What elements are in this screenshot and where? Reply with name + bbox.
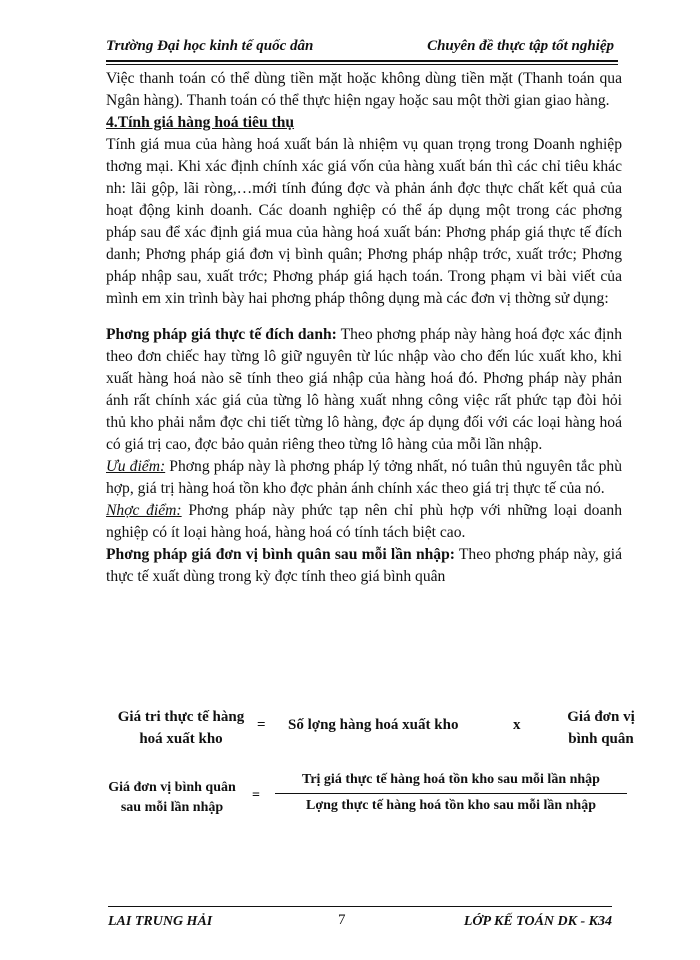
disadvantage-label: Nhợc điểm: [106,502,182,519]
formula1-left-line1: Giá tri thực tế hàng [117,709,245,725]
formula2-numerator: Trị giá thực tế hàng hoá tồn kho sau mỗi lần nhập [302,772,600,787]
page-header [106,38,614,58]
paragraph-advantage [106,456,622,500]
method-title: Phơng pháp giá thực tế đích danh: [106,326,337,343]
advantage-label: Ưu điểm: [106,458,166,475]
footer-author: LAI TRUNG HẢI [108,914,213,929]
paragraph-intro: Tính giá mua của hàng hoá xuất bán là nhiệm vụ quan trọng trong Doanh nghiệp thơng mại. Khi xác định chính xác giá vốn của hàng xuất bán thì các chỉ tiêu khác nh: lãi gộp, lãi ròng,…mới tính đúng đợc và phản ánh đợc thực chất kết quả của hoạt động kinh doanh. Các doanh nghiệp có thể áp dụng một trong các phơng pháp sau để xác định giá mua của hàng hoá xuất bán: Phơng pháp giá thực tế đích danh; Phơng pháp giá đơn vị bình quân; Phơng pháp nhập trớc, xuất trớc; Phơng pháp nhập sau, xuất trớc; Phơng pháp giá hạch toán. Trong phạm vi bài viết của mình em xin trình bày hai phơng pháp thông dụng mà các đơn vị thờng sử dụng: [106,136,622,307]
formula1-right [554,706,648,750]
fraction-bar [275,793,627,794]
formula1-times: x [513,717,521,733]
formula-average-price [92,772,642,822]
paragraph-specific-id [106,324,622,456]
header-title: Chuyên đề thực tập tốt nghiệp [427,38,614,54]
formula1-right-line1: Giá đơn vị [567,709,635,725]
method-description: Theo phơng pháp này hàng hoá đợc xác định theo đơn chiếc hay từng lô giữ nguyên từ lúc nhập vào cho đến lúc xuất kho, khi xuất hàng hoá nào sẽ tính theo giá nhập của hàng hoá đó. Phơng pháp này phản ánh rất chính xác giá của từng lô hàng xuất nhng công việc rất phức tạp đòi hỏi thủ kho phải nắm đợc chi tiết từng lô hàng, đợc áp dụng đối với các loại hàng hoá có giá trị cao, đợc bảo quản riêng theo từng lô hàng của mỗi lần nhập. [106,326,622,453]
formula2-denominator: Lợng thực tế hàng hoá tồn kho sau mỗi lần nhập [305,798,596,813]
formula-export-value [106,706,642,750]
page-number: 7 [338,912,346,928]
formula2-left [92,778,252,818]
advantage-text: Phơng pháp này là phơng pháp lý tởng nhất, nó tuân thủ nguyên tắc phù hợp, giá trị hàng hoá tồn kho đợc phản ánh chính xác theo giá trị thực tế của nó. [106,458,622,497]
method-description-2: Theo phơng pháp này, giá thực tế xuất dùng trong kỳ đợc tính theo giá bình quân [106,546,622,585]
formula2-left-line2: sau mỗi lần nhập [120,800,224,815]
paragraph-weighted-average [106,544,622,588]
formula1-left [106,706,256,750]
footer-class: LỚP KẾ TOÁN DK - K34 [463,914,612,929]
header-rule-thin [106,64,618,65]
footer-rule [108,906,612,907]
formula1-left-line2: hoá xuất kho [139,731,223,747]
disadvantage-text: Phơng pháp này phức tạp nên chỉ phù hợp với những loại doanh nghiệp có ít loại hàng hoá, hàng hoá có tính tách biệt cao. [106,502,622,541]
formula2-left-line1: Giá đơn vị bình quân [108,780,236,795]
formula1-quantity: Số lợng hàng hoá xuất kho [288,717,459,733]
paragraph-payment: Việc thanh toán có thể dùng tiền mặt hoặc không dùng tiền mặt (Thanh toán qua Ngân hàng). Thanh toán có thể thực hiện ngay hoặc sau một thời gian giao hàng. [106,70,622,109]
paragraph-disadvantage [106,500,622,544]
header-school: Trường Đại học kinh tế quốc dân [106,38,314,54]
page-footer [108,910,612,932]
header-rule [106,60,618,62]
formula1-equals: = [257,717,266,733]
body-text [106,68,622,588]
formula1-right-line2: bình quân [568,731,634,747]
formula2-equals: = [252,788,260,803]
section-heading: 4.Tính giá hàng hoá tiêu thụ [106,114,295,131]
method-title-2: Phơng pháp giá đơn vị bình quân sau mỗi lần nhập: [106,546,455,563]
